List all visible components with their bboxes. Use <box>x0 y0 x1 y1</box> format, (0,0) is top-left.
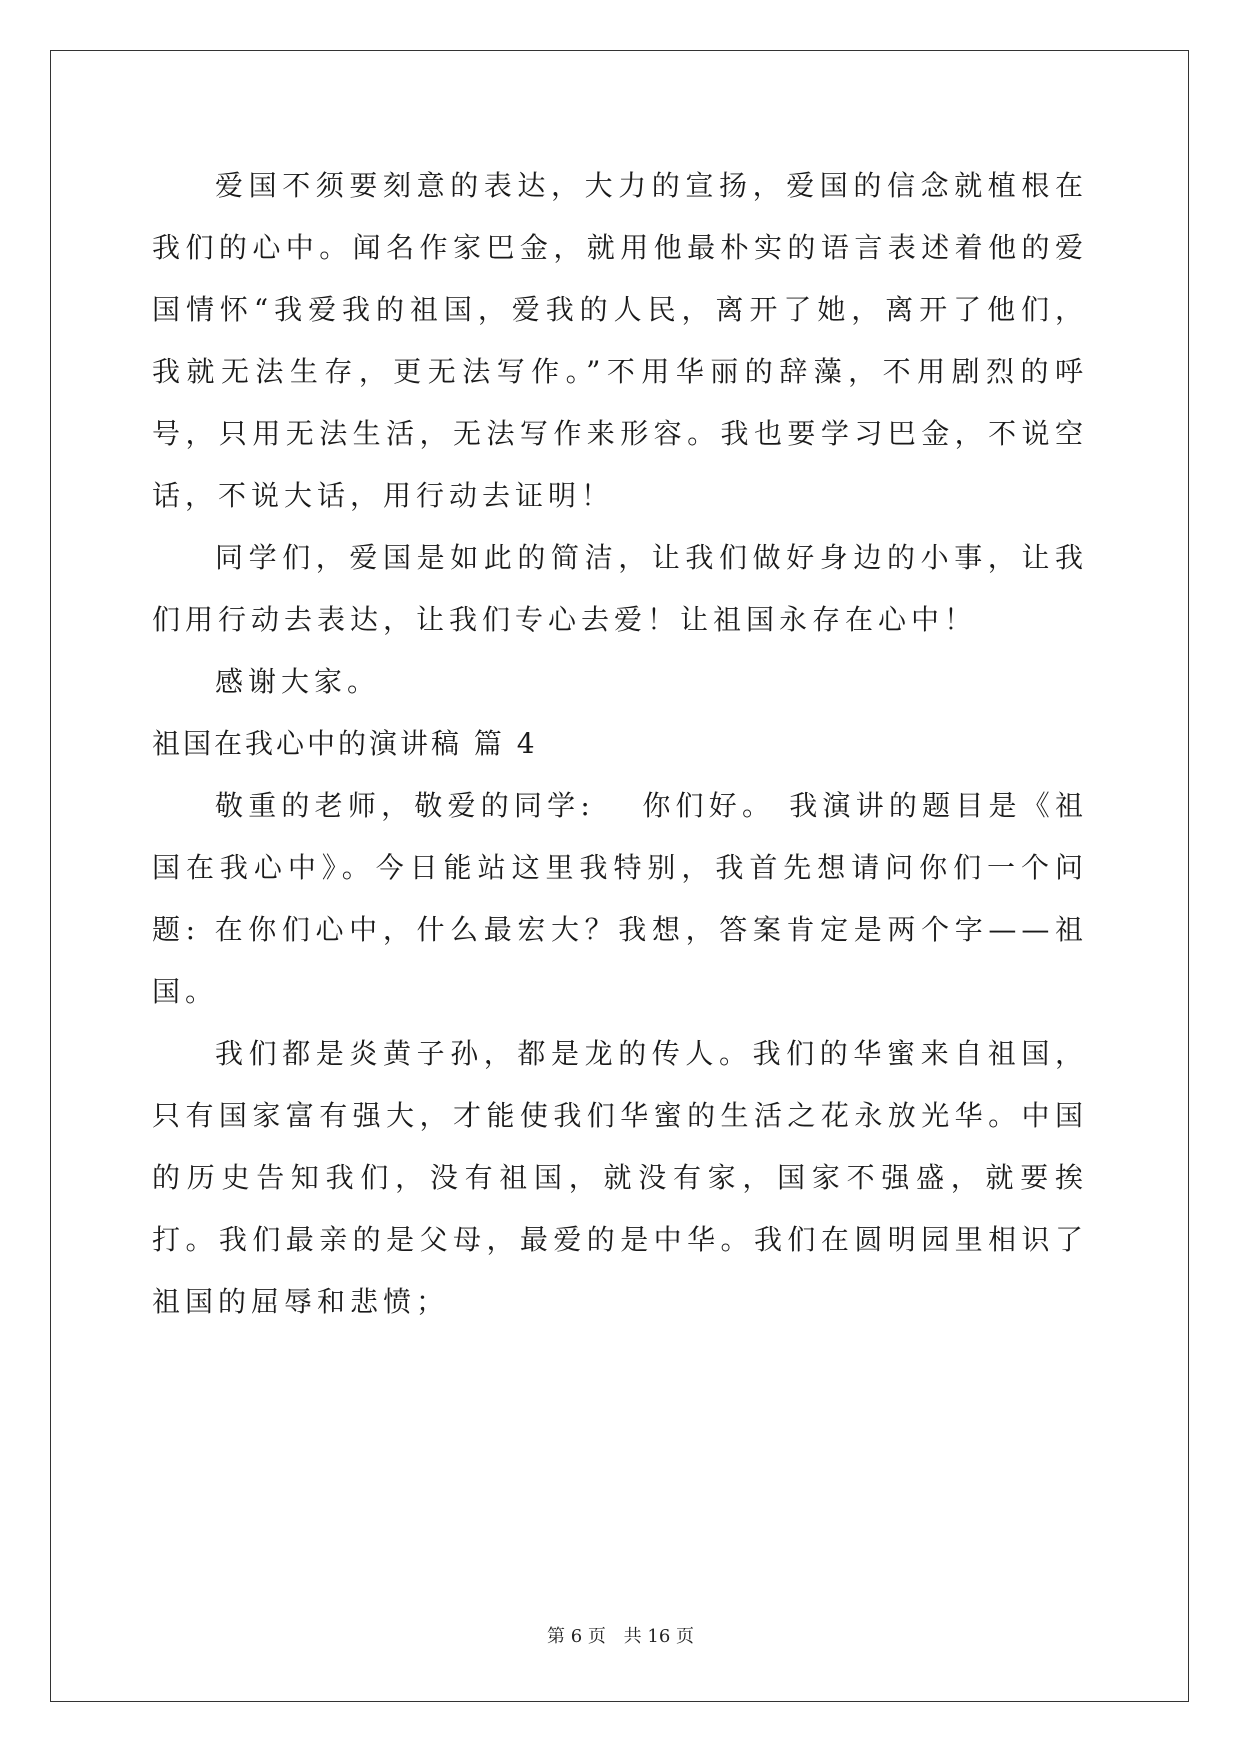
page-number: 第 6 页 <box>547 1626 606 1647</box>
page-footer <box>0 1622 1241 1648</box>
paragraph: 我们都是炎黄子孙，都是龙的传人。我们的华蜜来自祖国，只有国家富有强大，才能使我们华蜜的生活之花永放光华。中国的历史告知我们，没有祖国，就没有家，国家不强盛，就要挨打。我们最亲的是父母，最爱的是中华。我们在圆明园里相识了祖国的屈辱和悲愤； <box>152 1037 1088 1318</box>
section-heading: 祖国在我心中的演讲稿 篇 4 <box>152 727 538 760</box>
paragraph: 同学们，爱国是如此的简洁，让我们做好身边的小事，让我们用行动去表达，让我们专心去爱！让祖国永存在心中！ <box>152 541 1088 636</box>
paragraph: 爱国不须要刻意的表达，大力的宣扬，爱国的信念就植根在我们的心中。闻名作家巴金，就用他最朴实的语言表述着他的爱国情怀“我爱我的祖国，爱我的人民，离开了她，离开了他们，我就无法生存，更无法写作。”不用华丽的辞藻，不用剧烈的呼号，只用无法生活，无法写作来形容。我也要学习巴金，不说空话，不说大话，用行动去证明！ <box>152 169 1088 512</box>
paragraph: 敬重的老师，敬爱的同学: 你们好。 我演讲的题目是《祖国在我心中》。今日能站这里我特别，我首先想请问你们一个问题: 在你们心中，什么最宏大？我想，答案肯定是两个字——祖国。 <box>152 789 1088 1008</box>
paragraph: 感谢大家。 <box>215 665 381 698</box>
page-total: 共 16 页 <box>623 1626 694 1647</box>
document-body <box>152 155 1088 1333</box>
